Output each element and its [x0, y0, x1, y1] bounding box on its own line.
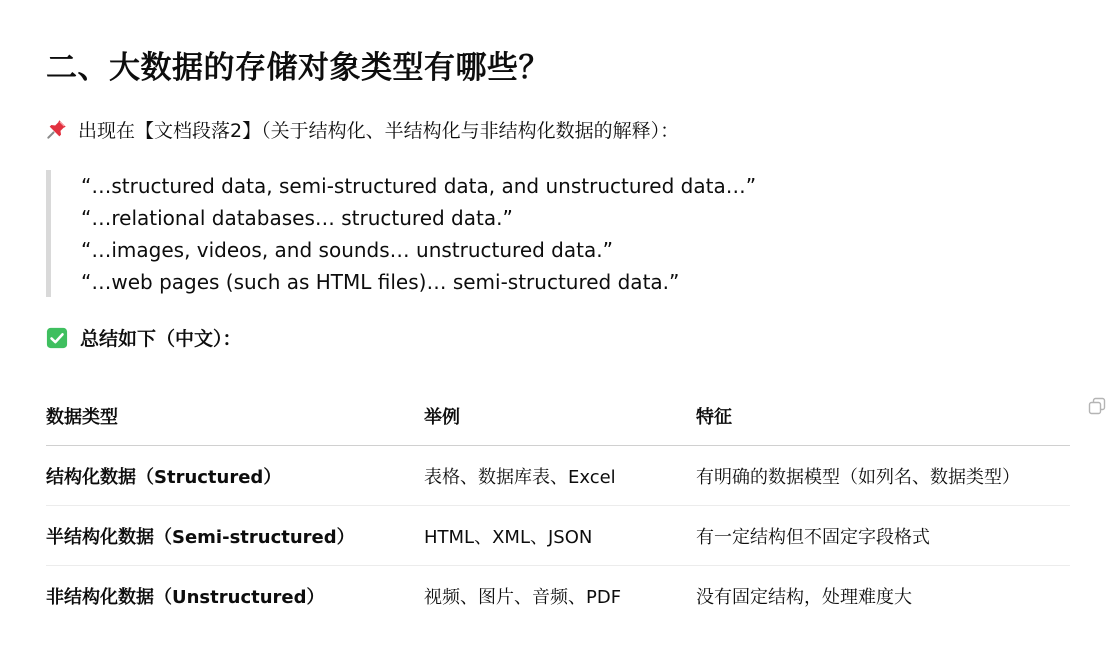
source-reference-text: 出现在【文档段落2】（关于结构化、半结构化与非结构化数据的解释）：: [78, 120, 680, 142]
table-cell-feature: 有明确的数据模型（如列名、数据类型）: [696, 446, 1070, 506]
quote-line: “…relational databases… structured data.”: [81, 206, 513, 230]
check-mark-icon: [46, 327, 68, 349]
table-row: [46, 566, 1070, 626]
table-row: [46, 446, 1070, 506]
quote-line: “…structured data, semi-structured data, and unstructured data…”: [81, 174, 757, 198]
table-cell-example: 表格、数据库表、Excel: [424, 446, 696, 506]
column-header-feature: 特征: [696, 386, 1070, 446]
section-heading: 二、大数据的存储对象类型有哪些？: [46, 50, 550, 86]
summary-heading-text: 总结如下（中文）：: [80, 328, 242, 350]
data-types-table: [46, 386, 1070, 625]
table-cell-example: 视频、图片、音频、PDF: [424, 586, 622, 608]
table-cell-type: 非结构化数据（Unstructured）: [46, 586, 325, 608]
table-cell-feature: 没有固定结构，处理难度大: [696, 586, 912, 608]
source-reference: [46, 117, 679, 145]
quote-block: [46, 170, 756, 297]
table-row: [46, 506, 1070, 566]
table-cell-feature: 有一定结构但不固定字段格式: [696, 506, 1070, 566]
quote-line: “…images, videos, and sounds… unstructured data.”: [81, 238, 613, 262]
copy-table-icon[interactable]: [1088, 397, 1106, 415]
column-header-type: 数据类型: [46, 386, 424, 446]
pushpin-icon: [46, 118, 68, 140]
table-cell-type: 结构化数据（Structured）: [46, 446, 424, 506]
table-header-row: [46, 386, 1070, 446]
column-header-example: 举例: [424, 386, 696, 446]
table-cell-type: 半结构化数据（Semi-structured）: [46, 506, 424, 566]
summary-heading: [46, 325, 242, 353]
table-cell-example: HTML、XML、JSON: [424, 506, 696, 566]
quote-line: “…web pages (such as HTML files)… semi-structured data.”: [81, 270, 680, 294]
